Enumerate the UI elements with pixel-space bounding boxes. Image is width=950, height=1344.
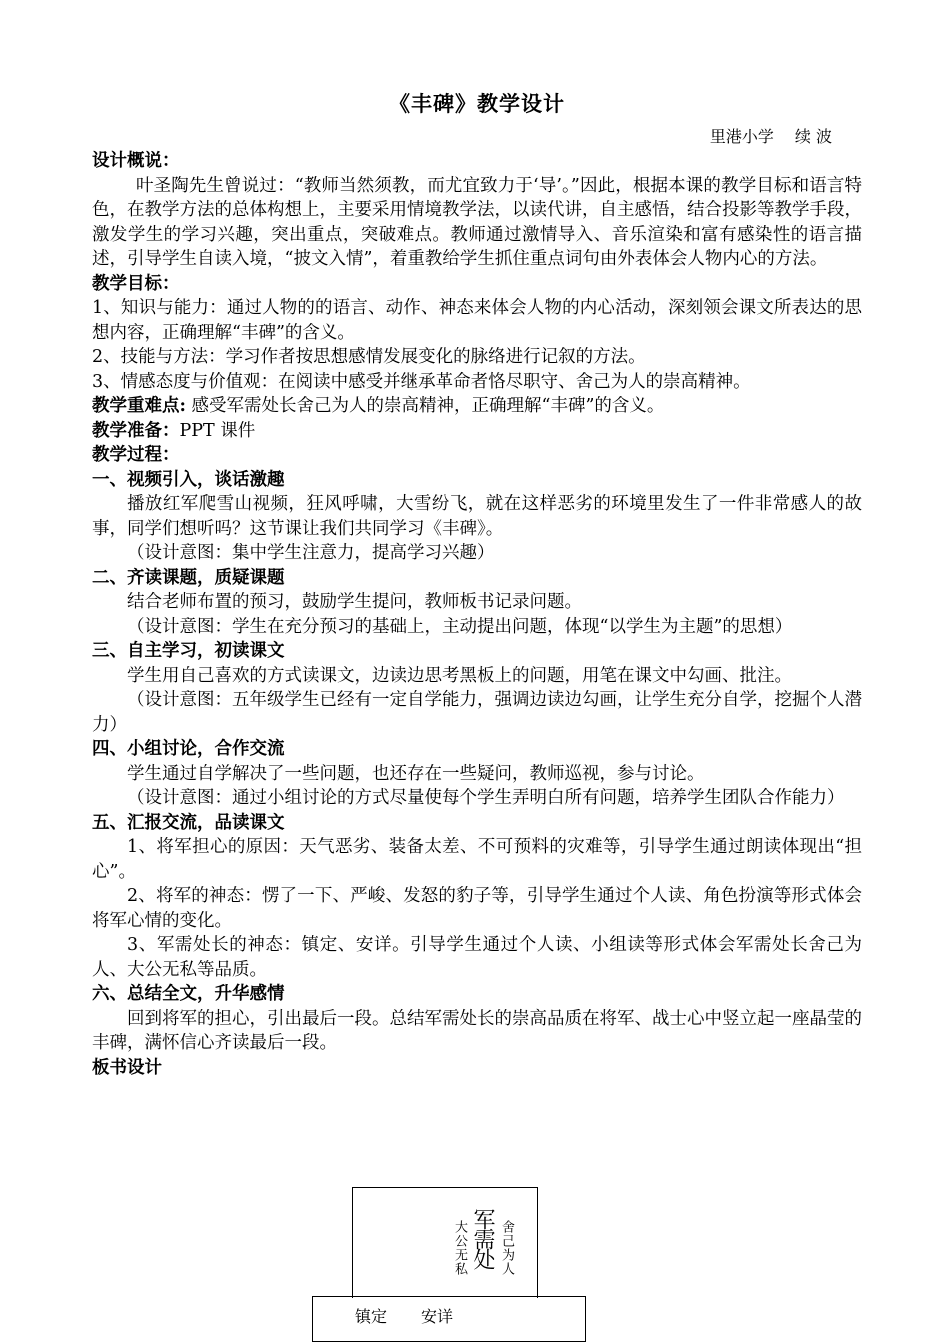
preparation-text: PPT 课件 bbox=[179, 420, 256, 441]
goal-item-1: 1、知识与能力：通过人物的的语言、动作、神态来体会人物的内心活动，深刻领会课文所表达的思想内容，正确理解“丰碑”的含义。 bbox=[92, 298, 862, 343]
key-points-line bbox=[92, 394, 862, 419]
step-3-heading: 三、自主学习，初读课文 bbox=[92, 641, 285, 661]
key-points-label: 教学重难点: bbox=[92, 396, 186, 416]
board-design-heading: 板书设计 bbox=[92, 1057, 162, 1078]
section-heading-process: 教学过程： bbox=[92, 445, 180, 465]
board-center-column: 军需处 bbox=[470, 1208, 495, 1268]
step-2-intent: （设计意图：学生在充分预习的基础上，主动提出问题，体现“以学生为主题”的思想） bbox=[127, 616, 793, 637]
step-4-body: 学生通过自学解决了一些问题，也还存在一些疑问，教师巡视，参与讨论。 bbox=[127, 763, 705, 784]
step-3-intent: （设计意图：五年级学生已经有一定自学能力，强调边读边勾画，让学生充分自学，挖掘个人潜力） bbox=[92, 690, 862, 735]
document-title: 《丰碑》教学设计 bbox=[389, 91, 565, 116]
preparation-label: 教学准备： bbox=[92, 420, 180, 441]
board-right-column: 舍己为人 bbox=[499, 1220, 514, 1276]
step-4-intent: （设计意图：通过小组讨论的方式尽量使每个学生弄明白所有问题，培养学生团队合作能力） bbox=[127, 788, 845, 808]
step-4-heading: 四、小组讨论，合作交流 bbox=[92, 739, 285, 759]
board-left-column: 大公无私 bbox=[452, 1220, 467, 1276]
step-1-body: 播放红军爬雪山视频，狂风呼啸，大雪纷飞，就在这样恶劣的环境里发生了一件非常感人的故事，同学们想听吗？这节课让我们共同学习《丰碑》。 bbox=[92, 494, 862, 539]
step-1-intent: （设计意图：集中学生注意力，提高学习兴趣） bbox=[127, 543, 495, 563]
board-base-left: 镇定 bbox=[355, 1307, 388, 1326]
step-3-body: 学生用自己喜欢的方式读课文，边读边思考黑板上的问题，用笔在课文中勾画、批注。 bbox=[127, 665, 792, 686]
document-page bbox=[92, 88, 862, 1080]
section-heading-goals: 教学目标： bbox=[92, 273, 180, 294]
key-points-text: 感受军需处长舍己为人的崇高精神，正确理解“丰碑”的含义。 bbox=[185, 396, 665, 416]
goal-item-2: 2、技能与方法：学习作者按思想感情发展变化的脉络进行记叙的方法。 bbox=[92, 347, 646, 367]
overview-paragraph: 叶圣陶先生曾说过：“教师当然须教，而尤宜致力于‘导’。”因此，根据本课的教学目标和语言特色，在教学方法的总体构想上，主要采用情境教学法，以读代讲，自主感悟，结合投影等教学手段，激发学生的学习兴趣，突出重点，突破难点。教师通过激情导入、音乐渲染和富有感染性的语言描述，引导学生自读入境，“披文入情”，着重教给学生抓住重点词句由外表体会人物内心的方法。 bbox=[92, 175, 862, 269]
board-base bbox=[312, 1296, 586, 1342]
board-monument bbox=[352, 1187, 538, 1298]
step-6-heading: 六、总结全文，升华感情 bbox=[92, 984, 285, 1004]
step-5-point-3: 3、军需处长的神态：镇定、安详。引导学生通过个人读、小组读等形式体会军需处长舍己为人、大公无私等品质。 bbox=[92, 935, 862, 980]
step-5-point-2: 2、将军的神态：愣了一下、严峻、发怒的豹子等，引导学生通过个人读、角色扮演等形式体会将军心情的变化。 bbox=[92, 886, 862, 931]
step-5-point-1: 1、将军担心的原因：天气恶劣、装备太差、不可预料的灾难等，引导学生通过朗读体现出“担心”。 bbox=[92, 837, 862, 882]
preparation-line bbox=[92, 419, 862, 444]
goal-item-3: 3、情感态度与价值观：在阅读中感受并继承革命者恪尽职守、舍己为人的崇高精神。 bbox=[92, 371, 751, 392]
section-heading-overview: 设计概说： bbox=[92, 151, 180, 171]
step-1-heading: 一、视频引入，谈话激趣 bbox=[92, 469, 285, 490]
step-2-body: 结合老师布置的预习，鼓励学生提问，教师板书记录问题。 bbox=[127, 592, 582, 612]
step-2-heading: 二、齐读课题，质疑课题 bbox=[92, 567, 285, 588]
board-base-right: 安详 bbox=[421, 1307, 454, 1326]
step-5-heading: 五、汇报交流，品读课文 bbox=[92, 812, 285, 833]
author-line: 里港小学 续 波 bbox=[709, 127, 832, 146]
step-6-body: 回到将军的担心，引出最后一段。总结军需处长的崇高品质在将军、战士心中竖立起一座晶莹的丰碑，满怀信心齐读最后一段。 bbox=[92, 1008, 862, 1053]
